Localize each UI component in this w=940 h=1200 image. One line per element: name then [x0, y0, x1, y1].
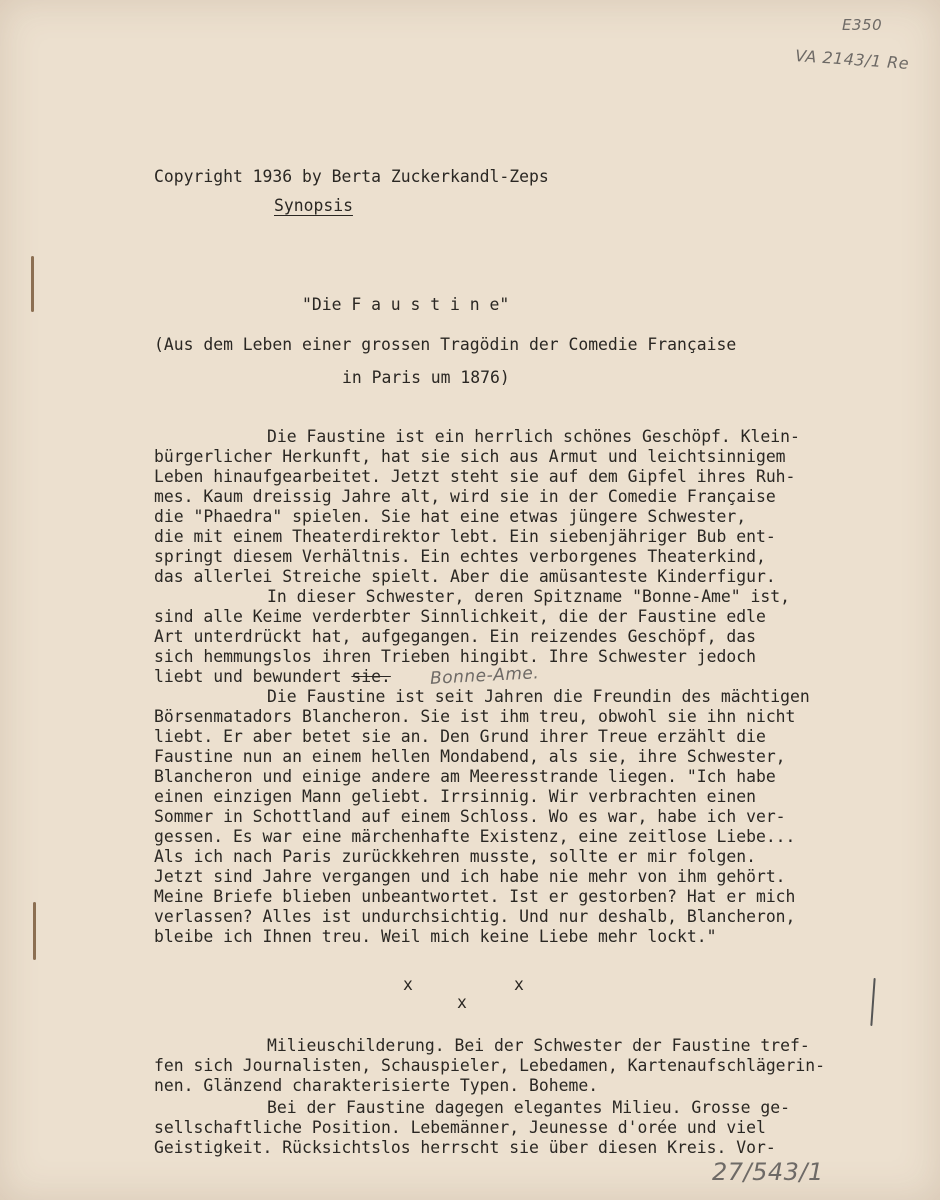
text-line: Blancheron und einige andere am Meeresstrande liegen. "Ich habe — [154, 767, 776, 786]
divider-mark: x — [403, 975, 413, 994]
play-subtitle-line-2: in Paris um 1876) — [342, 368, 510, 387]
text-line: Die Faustine ist ein herrlich schönes Geschöpf. Klein- — [267, 427, 800, 446]
play-title: "Die F a u s t i n e" — [302, 295, 510, 314]
text-line: sind alle Keime verderbter Sinnlichkeit, die der Faustine edle — [154, 607, 766, 626]
text-line: verlassen? Alles ist undurchsichtig. Und nur deshalb, Blancheron, — [154, 907, 796, 926]
text-line: bürgerlicher Herkunft, hat sie sich aus Armut und leichtsinnigem — [154, 447, 786, 466]
synopsis-heading: Synopsis — [274, 196, 353, 215]
text-line: einen einzigen Mann geliebt. Irrsinnig. Wir verbrachten einen — [154, 787, 756, 806]
text-line: bleibe ich Ihnen treu. Weil mich keine Liebe mehr lockt." — [154, 927, 717, 946]
copyright-line: Copyright 1936 by Berta Zuckerkandl-Zeps — [154, 167, 549, 186]
text-fragment: liebt und bewundert — [154, 667, 352, 686]
text-line: Bei der Faustine dagegen elegantes Milieu. Grosse ge- — [267, 1098, 791, 1117]
text-line: Milieuschilderung. Bei der Schwester der Faustine tref- — [267, 1036, 810, 1055]
text-line: Börsenmatadors Blancheron. Sie ist ihm treu, obwohl sie ihn nicht — [154, 707, 796, 726]
text-line: Jetzt sind Jahre vergangen und ich habe nie mehr von ihm gehört. — [154, 867, 786, 886]
text-line-with-correction — [154, 667, 391, 687]
text-line: die "Phaedra" spielen. Sie hat eine etwas jüngere Schwester, — [154, 507, 747, 526]
page-reference: 27/543/1 — [712, 1158, 824, 1186]
text-line: Meine Briefe blieben unbeantwortet. Ist er gestorben? Hat er mich — [154, 887, 796, 906]
text-line: die mit einem Theaterdirektor lebt. Ein siebenjähriger Bub ent- — [154, 527, 776, 546]
text-line: Geistigkeit. Rücksichtslos herrscht sie über diesen Kreis. Vor- — [154, 1138, 776, 1157]
text-line: fen sich Journalisten, Schauspieler, Lebedamen, Kartenaufschlägerin- — [154, 1056, 826, 1075]
text-line: In dieser Schwester, deren Spitzname "Bonne-Ame" ist, — [267, 587, 791, 606]
text-line: liebt. Er aber betet sie an. Den Grund ihrer Treue erzählt die — [154, 727, 766, 746]
text-line: Als ich nach Paris zurückkehren musste, sollte er mir folgen. — [154, 847, 756, 866]
text-line: springt diesem Verhältnis. Ein echtes verborgenes Theaterkind, — [154, 547, 766, 566]
handwritten-insertion: Bonne-Ame. — [429, 663, 540, 689]
divider-mark: x — [514, 975, 524, 994]
archive-reference: VA 2143/1 Re — [794, 46, 910, 73]
text-line: Leben hinaufgearbeitet. Jetzt steht sie auf dem Gipfel ihres Ruh- — [154, 467, 796, 486]
text-line: Art unterdrückt hat, aufgegangen. Ein reizendes Geschöpf, das — [154, 627, 756, 646]
text-line: Sommer in Schottland auf einem Schloss. Wo es war, habe ich ver- — [154, 807, 786, 826]
text-line: Faustine nun an einem hellen Mondabend, als sie, ihre Schwester, — [154, 747, 786, 766]
text-line: gessen. Es war eine märchenhafte Existenz, eine zeitlose Liebe... — [154, 827, 796, 846]
text-line: das allerlei Streiche spielt. Aber die amüsanteste Kinderfigur. — [154, 567, 776, 586]
margin-pencil-mark — [870, 978, 875, 1026]
divider-mark: x — [457, 993, 467, 1012]
text-line: mes. Kaum dreissig Jahre alt, wird sie in der Comedie Française — [154, 487, 776, 506]
text-line: sellschaftliche Position. Lebemänner, Jeunesse d'orée und viel — [154, 1118, 766, 1137]
struck-word: sie. — [351, 667, 391, 686]
binding-mark-top — [31, 256, 34, 312]
text-line: nen. Glänzend charakterisierte Typen. Boheme. — [154, 1076, 599, 1095]
archive-code: E350 — [842, 16, 883, 34]
play-subtitle-line-1: (Aus dem Leben einer grossen Tragödin der Comedie Française — [154, 335, 737, 354]
text-line: Die Faustine ist seit Jahren die Freundin des mächtigen — [267, 687, 810, 706]
binding-mark-bottom — [33, 902, 36, 960]
text-line: sich hemmungslos ihren Trieben hingibt. Ihre Schwester jedoch — [154, 647, 756, 666]
